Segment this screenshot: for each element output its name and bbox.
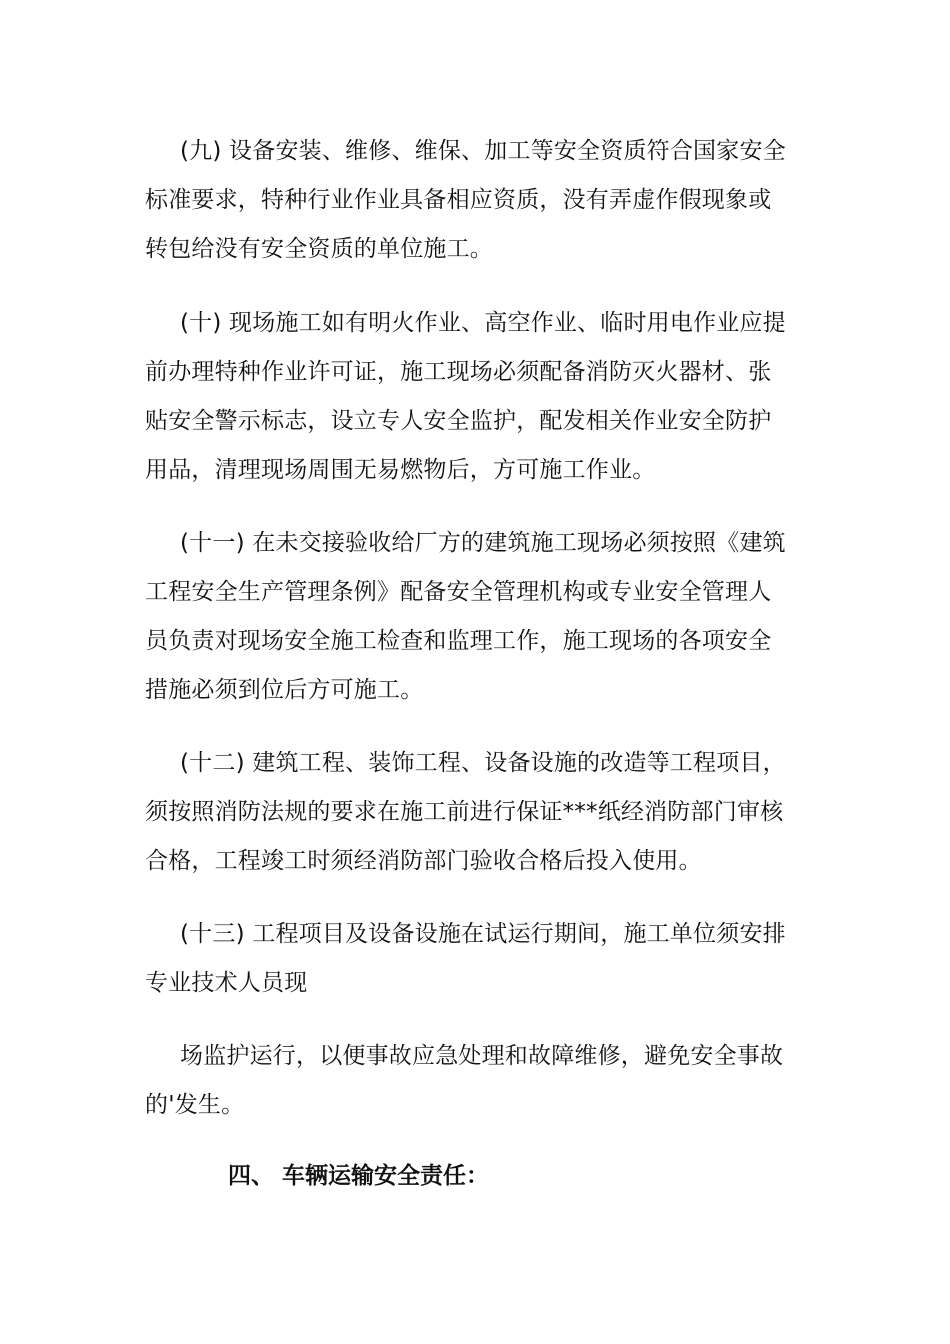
paragraph-9-line-3: 转包给没有安全资质的单位施工。 (145, 236, 493, 262)
paragraph-11-line-3: 员负责对现场安全施工检查和监理工作，施工现场的各项安全 (145, 628, 772, 654)
paragraph-12-line-1: (十二) 建筑工程、装饰工程、设备设施的改造等工程项目， (180, 750, 786, 776)
paragraph-9-line-2: 标准要求，特种行业作业具备相应资质，没有弄虚作假现象或 (145, 187, 772, 213)
paragraph-10-line-2: 前办理特种作业许可证，施工现场必须配备消防灭火器材、张 (145, 359, 772, 385)
paragraph-10-line-4: 用品，清理现场周围无易燃物后，方可施工作业。 (145, 457, 656, 483)
paragraph-13-line-1: (十三) 工程项目及设备设施在试运行期间，施工单位须安排 (180, 921, 786, 947)
paragraph-continuation-line-1: 场监护运行，以便事故应急处理和故障维修，避免安全事故 (180, 1043, 784, 1069)
paragraph-continuation-line-2: 的'发生。 (145, 1092, 245, 1118)
paragraph-13-line-2: 专业技术人员现 (145, 970, 308, 996)
paragraph-11-line-2: 工程安全生产管理条例》配备安全管理机构或专业安全管理人 (145, 579, 772, 605)
paragraph-9-line-1: (九) 设备安装、维修、维保、加工等安全资质符合国家安全 (180, 138, 786, 164)
paragraph-11-line-4: 措施必须到位后方可施工。 (145, 677, 424, 703)
paragraph-11-line-1: (十一) 在未交接验收给厂方的建筑施工现场必须按照《建筑 (180, 530, 786, 556)
paragraph-10-line-3: 贴安全警示标志，设立专人安全监护，配发相关作业安全防护 (145, 408, 772, 434)
paragraph-12-line-2: 须按照消防法规的要求在施工前进行保证***纸经消防部门审核 (145, 799, 784, 825)
paragraph-10-line-1: (十) 现场施工如有明火作业、高空作业、临时用电作业应提 (180, 310, 786, 336)
paragraph-12-line-3: 合格，工程竣工时须经消防部门验收合格后投入使用。 (145, 848, 702, 874)
section-heading: 四、 车辆运输安全责任： (228, 1163, 490, 1189)
